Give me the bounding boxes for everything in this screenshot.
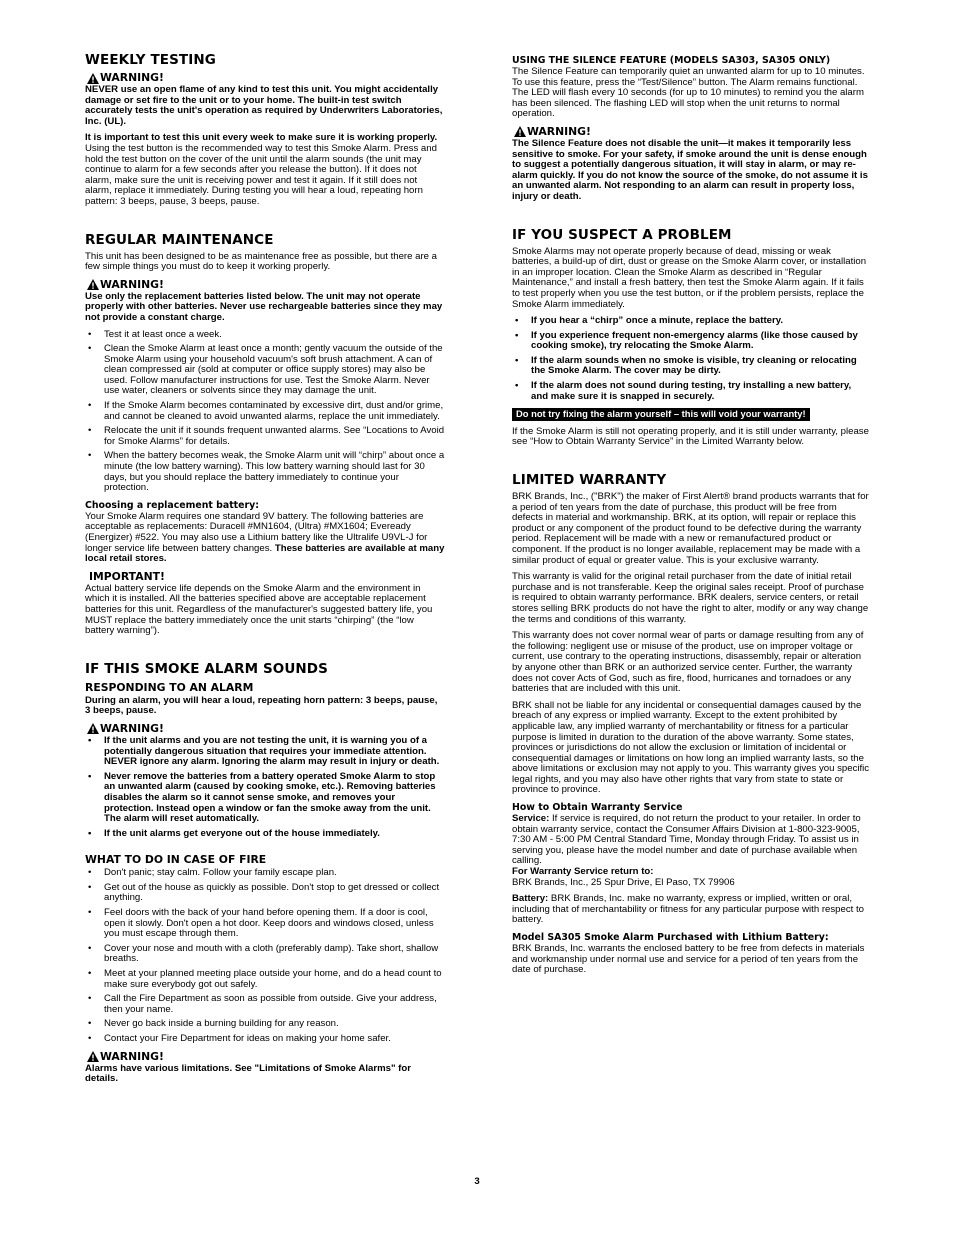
battery-label: Battery: — [512, 893, 549, 905]
warning-label-text: WARNING! — [527, 124, 591, 138]
list-item: • Test it at least once a week. — [85, 330, 445, 341]
suspect-problem-heading: IF YOU SUSPECT A PROBLEM — [512, 226, 732, 243]
warranty-paragraph: BRK Brands, Inc., ("BRK") the maker of First Alert® brand products warrants that for a period of ten years from the date of purchase, this product will be free from defects in material and workmanship. BRK, at its option, will repair or replace this product or any component of the product found to be defective during the warranty period. Replacement will be made with a new or remanufactured product or component. If the product is no longer available, replacement may be made with a similar product of equal or greater value. This is your exclusive warranty. — [512, 491, 869, 566]
list-item: • Relocate the unit if it sounds frequent unwanted alarms. See “Locations to Avoid for Smoke Alarms” for details. — [85, 426, 445, 447]
list-item: • Cover your nose and mouth with a cloth (preferably damp). Take short, shallow breaths. — [85, 944, 445, 965]
list-item: • If you experience frequent non-emergency alarms (like those caused by cooking smoke), try relocating the Smoke Alarm. — [512, 331, 870, 352]
model-warranty-text: BRK Brands, Inc. warrants the enclosed battery to be free from defects in materials and workmanship under normal use and service for a period of ten years from the date of purchase. — [512, 943, 865, 976]
problem-intro: Smoke Alarms may not operate properly because of dead, missing or weak batteries, a build-up of dirt, dust or grease on the Smoke Alarm cover, or installation in an improper location. Clean the Smoke Alarm as described in “Regular Maintenance,” and install a fresh battery, then test the Smoke Alarm again. If it fails to test properly when you use the test button, or if the problem persists, replace the Smoke Alarm immediately. — [512, 245, 867, 310]
warranty-paragraph: This warranty does not cover normal wear of parts or damage resulting from any of the following: negligent use or misuse of the product, use on improper voltage or current, use contrary to the operating instructions, disassembly, repair or alteration by anyone other than BRK or an authorized service center. Further, the warranty does not cover Acts of God, such as fire, flood, hurricanes and tornadoes or any batteries that are included with this unit. — [512, 630, 864, 695]
return-label: For Warranty Service return to: — [512, 866, 654, 878]
weekly-important-text: It is important to test this unit every week to make sure it is working properly. — [85, 132, 438, 144]
list-item: • If the unit alarms and you are not testing the unit, it is warning you of a potentially dangerous situation that requires your immediate attention. NEVER ignore any alarm. Ignoring the alarm may result in injury or death. — [85, 736, 445, 768]
warranty-service-heading: How to Obtain Warranty Service — [512, 802, 683, 814]
warning-label-text: WARNING! — [100, 277, 164, 291]
page-number: 3 — [474, 1176, 480, 1187]
suspect-problem-section — [512, 227, 870, 449]
warning-label — [87, 279, 445, 291]
warning-label-text: WARNING! — [100, 721, 164, 735]
fire-list — [85, 868, 445, 1044]
warning-triangle-icon — [87, 279, 99, 290]
choosing-battery-paragraph — [85, 512, 445, 565]
warning-label — [514, 126, 870, 138]
silence-feature-heading: USING THE SILENCE FEATURE (MODELS SA303, SA305 ONLY) — [512, 55, 831, 66]
limited-warranty-section — [512, 472, 870, 976]
choosing-battery-heading: Choosing a replacement battery: — [85, 499, 260, 511]
responding-heading: RESPONDING TO AN ALARM — [85, 680, 254, 694]
problem-list — [512, 316, 870, 402]
warning-triangle-icon — [87, 73, 99, 84]
important-text: Actual battery service life depends on the Smoke Alarm and the environment in which it is installed. All the batteries specified above are acceptable replacement batteries for this unit. Regardless of the manufacturer's suggested battery life, you MUST replace the battery immediately once the unit starts “chirping” (the “low battery warning”). — [85, 582, 433, 637]
responding-text: During an alarm, you will hear a loud, repeating horn pattern: 3 beeps, pause, 3 beeps, pause. — [85, 694, 438, 717]
warning-triangle-icon — [87, 1051, 99, 1062]
warning-triangle-icon — [514, 126, 526, 137]
weekly-testing-section — [85, 52, 445, 208]
important-label: IMPORTANT! — [89, 569, 165, 583]
list-item: • When the battery becomes weak, the Smoke Alarm unit will “chirp” about once a minute (the low battery warning). This low battery warning should last for 30 days, but you should replace the battery immediately to continue your protection. — [85, 451, 445, 493]
weekly-body-text: Using the test button is the recommended way to test this Smoke Alarm. Press and hold the test button on the cover of the unit until the alarm sounds (the unit may continue to alarm for a few seconds after you release the button). If it does not alarm, make sure the unit is receiving power and test it again. If it still does not alarm, replace it immediately. During testing you will hear a loud, repeating horn pattern: 3 beeps, pause, 3 beeps, pause. — [85, 142, 437, 207]
warranty-paragraph: This warranty is valid for the original retail purchaser from the date of initial retail purchase and is not transferable. Keep the original sales receipt. Proof of purchase is required to obtain warranty performance. BRK dealers, service centers, or retail stores selling BRK products do not have the right to alter, modify or any way change the terms and conditions of this warranty. — [512, 571, 869, 625]
problem-outro: If the Smoke Alarm is still not operating properly, and it is still under warranty, please see “How to Obtain Warranty Service” in the Limited Warranty below. — [512, 425, 869, 448]
alarm-warning-list — [85, 736, 445, 839]
warning-label — [87, 723, 445, 735]
silence-feature-text: The Silence Feature can temporarily quiet an unwanted alarm for up to 10 minutes. To use this feature, press the “Test/Silence” button. The Alarm remains functional. The LED will flash every 10 seconds (for up to 10 minutes) to remind you the alarm has been silenced. The flashing LED will stop when the unit returns to normal operation. — [512, 66, 865, 120]
list-item: • Contact your Fire Department for ideas on making your home safer. — [85, 1034, 445, 1045]
warning-text: Use only the replacement batteries listed below. The unit may not operate properly with other batteries. Never use rechargeable batteries since they may not provide a constant charge. — [85, 290, 443, 323]
list-item: • Call the Fire Department as soon as possible from outside. Give your address, then your name. — [85, 994, 445, 1015]
list-item: • Clean the Smoke Alarm at least once a month; gently vacuum the outside of the Smoke Alarm using your household vacuum's soft brush attachment. A can of clean compressed air (sold at computer or office supply stores) may also be used. Follow manufacturer instructions for use. Test the Smoke Alarm. Never use water, cleaners or solvents since they may damage the unit. — [85, 344, 445, 397]
fire-heading: WHAT TO DO IN CASE OF FIRE — [85, 853, 267, 867]
alarm-sounds-heading: IF THIS SMOKE ALARM SOUNDS — [85, 660, 328, 677]
silence-feature-section — [512, 55, 870, 203]
warning-text: The Silence Feature does not disable the unit—it makes it temporarily less sensitive to smoke. For your safety, if smoke around the unit is dense enough to suggest a potentially dangerous situation, it will stay in alarm, or may re-alarm quickly. If you do not know the source of the smoke, do not assume it is an unwanted alarm. Not responding to an alarm can result in property loss, injury or death. — [512, 137, 868, 202]
warning-triangle-icon — [87, 723, 99, 734]
warranty-paragraph: BRK shall not be liable for any incidental or consequential damages caused by the breach of any express or implied warranty. Except to the extent prohibited by applicable law, any implied warranty of merchantability or fitness for a particular purpose is limited in duration to the duration of the above warranty. Some states, provinces or jurisdictions do not allow the exclusion or limitation of incidental or consequential damages or limitations on how long an implied warranty lasts, so the above limitations or exclusion may not apply to you. This warranty gives you specific legal rights, and you may also have other rights that vary from state to state or province to province. — [512, 699, 870, 796]
warning-label — [87, 1051, 445, 1063]
right-column — [512, 55, 870, 982]
warning-text: NEVER use an open flame of any kind to test this unit. You might accidentally damage or set fire to the unit or to your home. The built-in test switch accurately tests the unit's operation as required by Underwriters Laboratories, Inc. (UL). — [85, 84, 443, 127]
maintenance-intro: This unit has been designed to be as maintenance free as possible, but there are a few simple things you must do to keep it working properly. — [85, 250, 437, 273]
warning-label-text: WARNING! — [100, 1049, 164, 1063]
model-warranty-heading: Model SA305 Smoke Alarm Purchased with Lithium Battery: — [512, 932, 829, 943]
weekly-testing-paragraph — [85, 133, 445, 207]
warning-label-text: WARNING! — [100, 71, 164, 84]
service-text: If service is required, do not return the product to your retailer. In order to obtain warranty service, contact the Consumer Affairs Division at 1-800-323-9005, 7:30 AM - 5:00 PM Central Standard Time, Monday through Friday. To assist us in serving you, please have the model number and date of purchase available when calling. — [512, 813, 861, 867]
service-label: Service: — [512, 813, 550, 825]
list-item: • Meet at your planned meeting place outside your home, and do a head count to make sure everybody got out safely. — [85, 969, 445, 990]
list-item: • Never remove the batteries from a battery operated Smoke Alarm to stop an unwanted alarm (caused by cooking smoke, etc.). Removing batteries disables the alarm so it cannot sense smoke, and removes your protection. Instead open a window or fan the smoke away from the unit. The alarm will reset automatically. — [85, 772, 445, 825]
list-item: • Get out of the house as quickly as possible. Don't stop to get dressed or collect anything. — [85, 883, 445, 904]
list-item: • Never go back inside a burning building for any reason. — [85, 1019, 445, 1030]
list-item: • If the alarm does not sound during testing, try installing a new battery, and make sure it is snapped in securely. — [512, 381, 870, 402]
list-item: • If the alarm sounds when no smoke is visible, try cleaning or relocating the Smoke Alarm. The cover may be dirty. — [512, 356, 870, 377]
list-item: • Feel doors with the back of your hand before opening them. If a door is cool, open it slowly. Don't open a hot door. Keep doors and windows closed, unless you must escape through them. — [85, 908, 445, 940]
warning-text: Alarms have various limitations. See "Limitations of Smoke Alarms" for details. — [85, 1062, 411, 1085]
weekly-testing-heading: WEEKLY TESTING — [85, 52, 216, 68]
choosing-battery-text: Your Smoke Alarm requires one standard 9V battery. The following batteries are acceptable as replacements: Duracell #MN1604, (Ultra) #MX1604; Eveready (Energizer) #522. You may also use a Lithium battery like the Ultralife U9VL-J for longer service life between battery changes. — [85, 510, 428, 554]
battery-text: BRK Brands, Inc. make no warranty, express or implied, written or oral, including that of merchantability or fitness for any particular purpose with respect to battery. — [512, 893, 864, 926]
regular-maintenance-section — [85, 232, 445, 637]
alarm-sounds-section — [85, 661, 445, 1085]
regular-maintenance-heading: REGULAR MAINTENANCE — [85, 231, 274, 248]
warning-label — [87, 72, 445, 84]
limited-warranty-heading: LIMITED WARRANTY — [512, 472, 667, 489]
list-item: • If the unit alarms get everyone out of the house immediately. — [85, 829, 445, 840]
warranty-void-banner: Do not try fixing the alarm yourself – this will void your warranty! — [512, 408, 810, 421]
return-address: BRK Brands, Inc., 25 Spur Drive, El Paso, TX 79906 — [512, 876, 735, 888]
battery-paragraph — [512, 894, 870, 926]
left-column — [85, 52, 445, 1091]
list-item: • If the Smoke Alarm becomes contaminated by excessive dirt, dust and/or grime, and cannot be cleaned to avoid unwanted alarms, replace the unit immediately. — [85, 401, 445, 422]
list-item: • If you hear a “chirp” once a minute, replace the battery. — [512, 316, 870, 327]
list-item: • Don't panic; stay calm. Follow your family escape plan. — [85, 868, 445, 879]
maintenance-list — [85, 330, 445, 494]
warranty-service-paragraph — [512, 814, 870, 867]
choosing-battery-bold: These batteries are available at many local retail stores. — [85, 542, 445, 565]
